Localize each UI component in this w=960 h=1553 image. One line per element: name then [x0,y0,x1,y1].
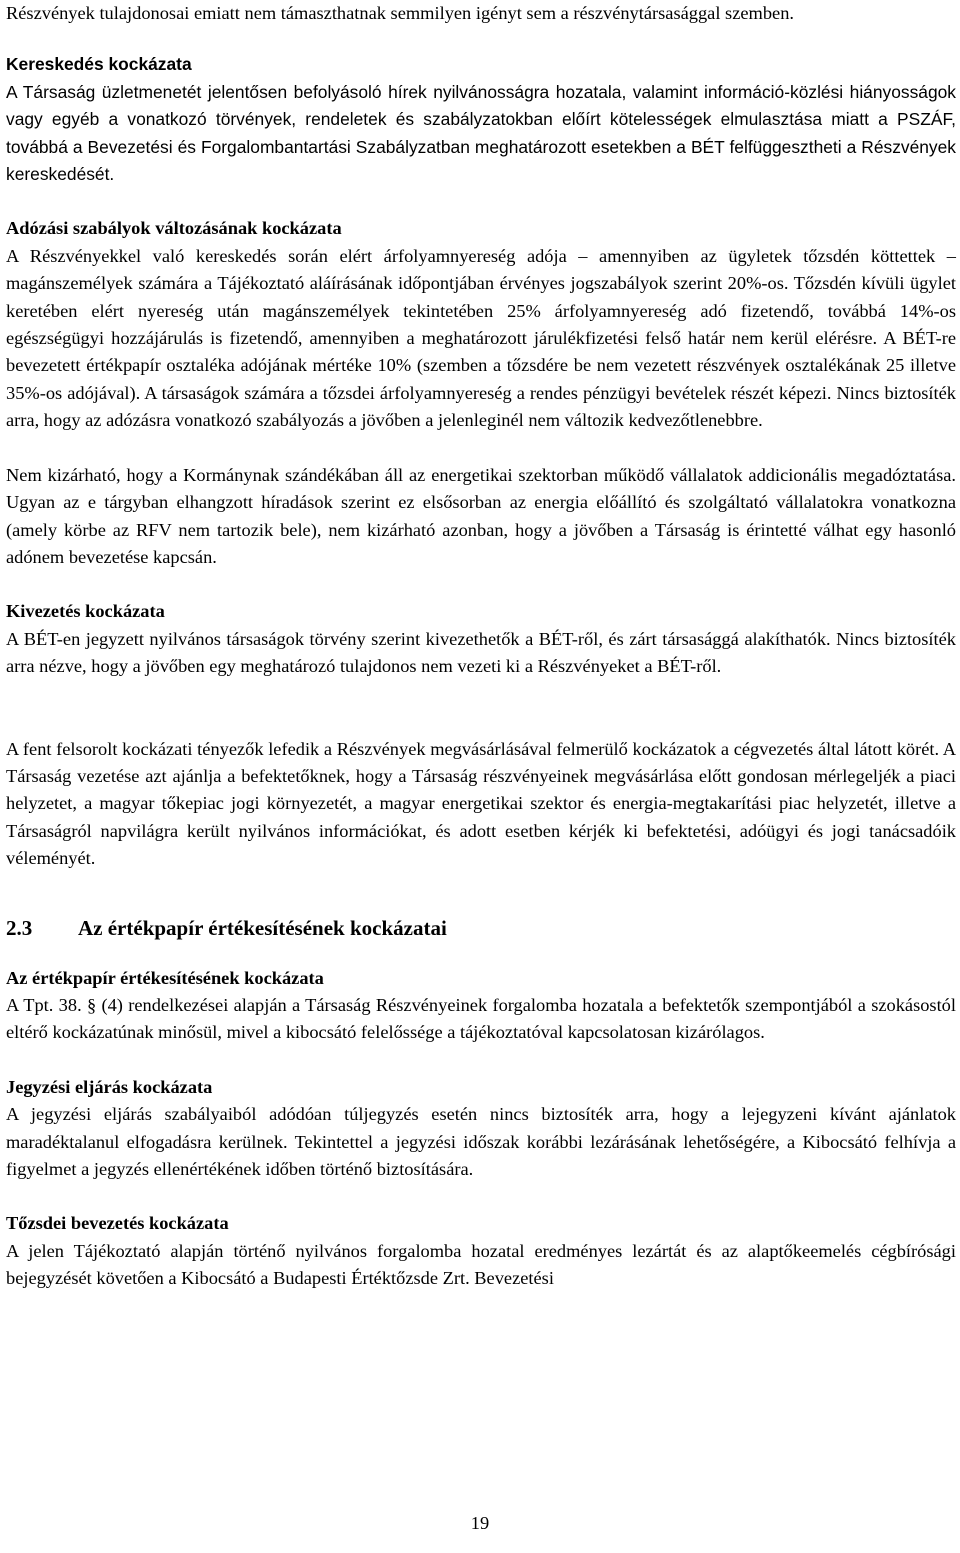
listing-risk-heading: Tőzsdei bevezetés kockázata [6,1213,229,1234]
subscription-risk-heading: Jegyzési eljárás kockázata [6,1076,213,1097]
section-number: 2.3 [6,915,33,940]
tax-risk-body-2: Nem kizárható, hogy a Kormánynak szándékában áll az energetikai szektorban működő vállalatok addicionális megadóztatása. Ugyan az e tárgyban elhangzott híradások szerint ez elsősorban az energia előállító és szolgáltató vállalatokra vonatkozna (amely körbe az RFV nem tartozik bele), nem kizárható azonban, hogy a jövőben a Társaság is érintetté válhat egy hasonló adónem bevezetése kapcsán. [6,464,956,567]
section-delisting-risk [6,598,956,680]
page-number: 19 [470,1513,490,1533]
section-2-3-title [6,913,956,943]
delisting-risk-body: A BÉT-en jegyzett nyilvános társaságok törvény szerint kivezethetők a BÉT-ről, és zárt társasággá alakíthatók. Nincs biztosíték arra nézve, hogy a jövőben egy meghatározó tulajdonos nem vezeti ki a Részvényeket a BÉT-ről. [6,628,956,677]
sale-risk-heading: Az értékpapír értékesítésének kockázata [6,967,324,988]
intro-tail-paragraph: Részvények tulajdonosai emiatt nem támaszthatnak semmilyen igényt sem a részvénytársasággal szemben. [6,3,794,23]
document-page [6,0,956,1293]
section-title-text: Az értékpapír értékesítésének kockázatai [78,915,447,940]
listing-risk-body: A jelen Tájékoztató alapján történő nyilvános forgalomba hozatal eredményes lezártát és az alaptőkeemelés cégbírósági bejegyzését követően a Kibocsátó a Budapesti Értéktőzsde Zrt. Bevezetési [6,1240,956,1289]
sale-risk-body: A Tpt. 38. § (4) rendelkezései alapján a Társaság Részvényeinek forgalomba hozatala a befektetők szempontjából a szokásostól eltérő kockázatúnak minősül, mivel a kibocsátó felelőssége a tájékoztatóval kapcsolatosan kizárólagos. [6,994,956,1043]
tax-risk-body: A Részvényekkel való kereskedés során elért árfolyamnyereség adója – amennyiben az ügyletek tőzsdén köttettek – magánszemélyek számára a Tájékoztató aláírásának időpontjában érvényes jogszabályok szerint 20%-os. Tőzsdén kívüli ügylet keretében elért nyereség után magánszemélyek tekintetében 25% árfolyamnyereség adó fizetendő, továbbá 14%-os egészségügyi hozzájárulás is fizetendő, amennyiben a meghatározott járulékfizetési felső határ nem kerül elérésre. A BÉT-re bevezetett értékpapír osztaléka adójának mértéke 10% (szemben a tőzsdére be nem vezetett részvények osztalékának 25 illetve 35%-os adójával). A társaságok számára a tőzsdei árfolyamnyereség a rendes pénzügyi bevételek részét képezi. Nincs biztosíték arra, hogy az adózásra vonatkozó szabályozás a jövőben a jelenleginél nem változik kedvezőtlenebbre. [6,245,956,431]
section-sale-risk [6,965,956,1047]
tax-risk-heading: Adózási szabályok változásának kockázata [6,218,342,239]
delisting-risk-heading: Kivezetés kockázata [6,601,165,622]
trading-risk-heading: Kereskedés kockázata [6,54,192,75]
summary-paragraph: A fent felsorolt kockázati tényezők lefedik a Részvények megvásárlásával felmerülő kockázatok a cégvezetés által látott körét. A Társaság vezetése azt ajánlja a befektetőknek, hogy a Társaság részvényeinek megvásárlása előtt gondosan mérlegeljék a piaci helyzetet, a magyar tőkepiac jogi környezetét, a magyar energetikai szektor és energia-megtakarítási piac helyzetét, illetve a Társaságról napvilágra került nyilvános információkat, és adott esetben kérjék ki befektetési, adóügyi és jogi tanácsadóik véleményét. [6,738,956,869]
subscription-risk-body: A jegyzési eljárás szabályaiból adódóan túljegyzés esetén nincs biztosíték arra, hogy a lejegyzeni kívánt ajánlatok maradéktalanul elfogadásra kerülnek. Tekintettel a jegyzési időszak korábbi lezárásának lehetőségére, a Kibocsátó felhívja a figyelmet a jegyzés ellenértékének időben történő biztosítására. [6,1104,956,1179]
section-tax-risk [6,215,956,571]
section-listing-risk [6,1210,956,1292]
trading-risk-body: A Társaság üzletmenetét jelentősen befolyásoló hírek nyilvánosságra hozatala, valamint információ-közlési hiányosságok vagy egyéb a vonatkozó törvények, rendeletek és szabályzatokban előírt kötelességek elmulasztása miatt a PSZÁF, továbbá a Bevezetési és Forgalombantartási Szabályzatban meghatározott esetekben a BÉT felfüggesztheti a Részvények kereskedését. [6,81,956,185]
section-subscription-risk [6,1074,956,1184]
section-trading-risk [6,51,956,188]
